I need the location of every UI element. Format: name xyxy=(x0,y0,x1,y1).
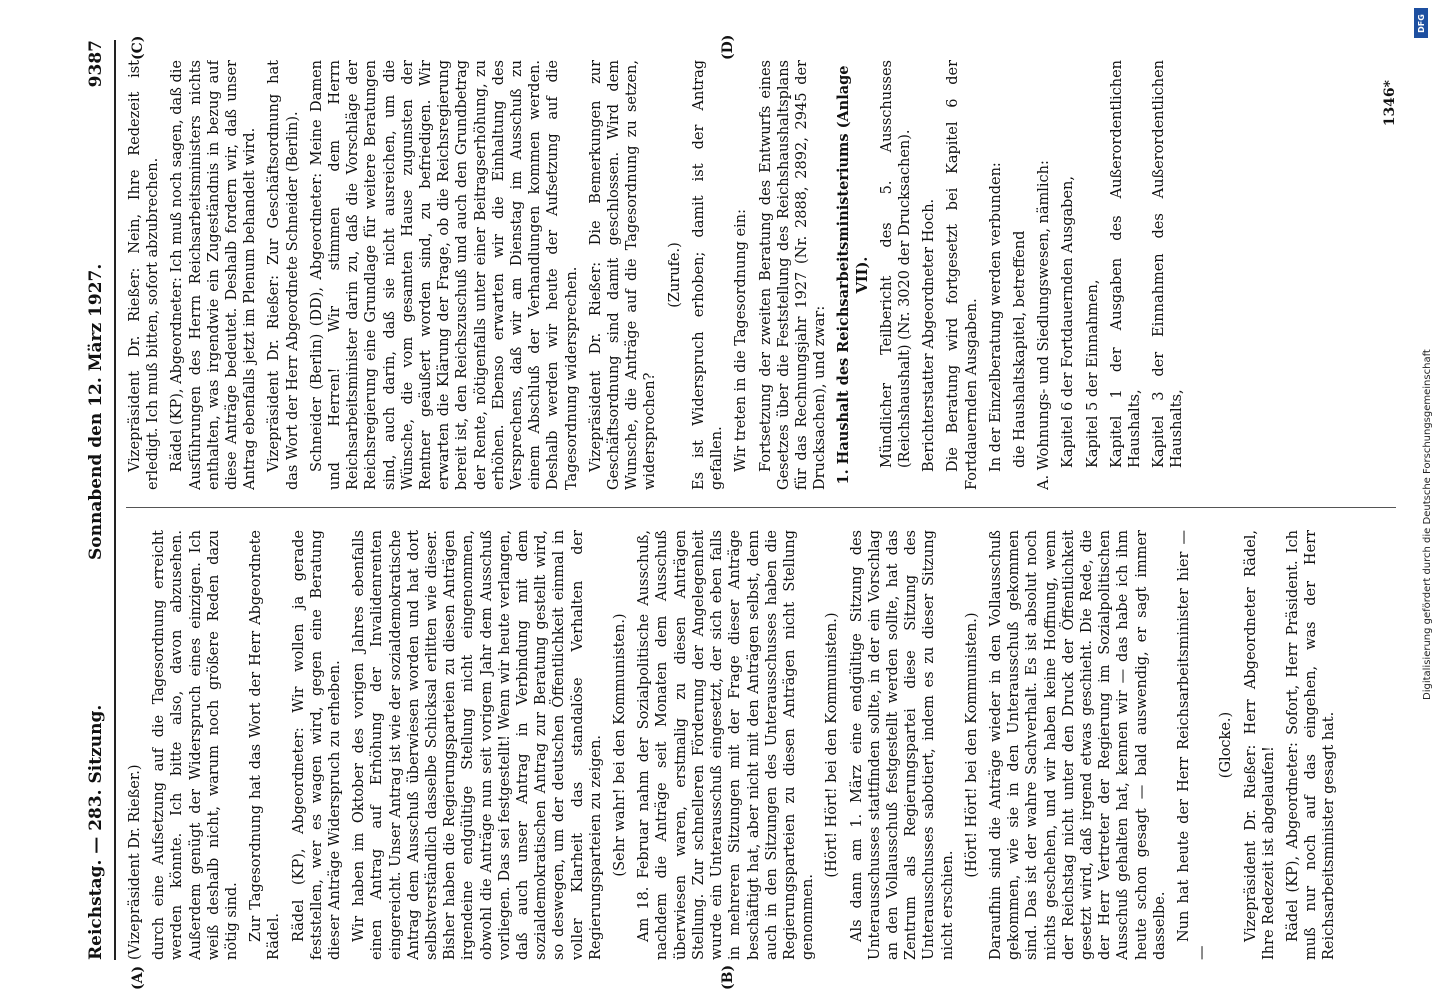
paragraph: Die Beratung wird fortgesetzt bei Kapitel 6 der Fortdauernden Ausgaben. xyxy=(945,60,980,490)
margin-mark-b: (B) xyxy=(720,964,736,990)
paragraph: Es ist Widerspruch erhoben; damit ist der Antrag gefallen. xyxy=(690,60,726,490)
paragraph: Wir treten in die Tagesordnung ein: xyxy=(733,208,750,472)
sidebar xyxy=(1404,0,1434,1000)
signature-mark: 1346* xyxy=(1382,80,1398,127)
interjection: (Zurufe.) xyxy=(666,242,683,308)
interjection: (Glocke.) xyxy=(1218,711,1235,779)
paragraph: Vizepräsident Dr. Rießer: Zur Geschäftsordnung hat das Wort der Herr Abgeordnete Schneider (Berlin). xyxy=(266,60,301,490)
paragraph: A. Wohnungs- und Siedlungswesen, nämlich: xyxy=(1036,160,1053,490)
paragraph: Rädel (KP), Abgeordneter: Wir wollen ja gerade feststellen, wer es wagen wird, gegen eine Beratung dieser Anträge Widerspruch zu erheben. xyxy=(290,530,344,960)
paragraph: Schneider (Berlin) (DD), Abgeordneter: Meine Damen und Herren! Wir stimmen dem Herrn Reichsarbeitsminister darin zu, daß die Vorschläge der Reichsregierung eine Grundlage für weitere Beratungen sind, auch darin, daß sie nicht ausreichen, um die Wünsche, die vom gesamten Hause zugunsten der Rentner geäußert worden sind, zu befriedigen. Wir erwarten die Klärung der Frage, ob die Reichsregierung bereit ist, den Reichszuschuß und auch den Grundbetrag der Rente, nötigenfalls unter einer Beitragserhöhung, zu erhöhen. Ebenso erwarten wir die Einhaltung des Versprechens, daß wir am Dienstag im Ausschuß zu einem Abschluß der Verhandlungen kommen werden. Deshalb werden wir heute der Aufsetzung auf die Tagesordnung widersprechen. xyxy=(308,60,580,490)
paragraph: Rädel (KP), Abgeordneter: Sofort, Herr Präsident. Ich muß nur noch auf das eingehen, was der Herr Reichsarbeitsminister gesagt hat. xyxy=(1284,530,1338,960)
interjection: (Hört! Hört! bei den Kommunisten.) xyxy=(824,612,841,878)
list-item: Kapitel 6 der Fortdauernden Ausgaben, xyxy=(1060,176,1077,468)
paragraph: Rädel (KP), Abgeordneter: Ich muß noch sagen, daß die Ausführungen des Herrn Reichsarbeitsministers nichts enthalten, was irgendwie ein Zugeständnis in bezug auf diese Anträge bedeutet. Deshalb fordern wir, daß unser Antrag ebenfalls jetzt im Plenum behandelt wird. xyxy=(169,60,259,490)
page-number: 9387 xyxy=(86,40,106,88)
running-head-date: Sonnabend den 12. März 1927. xyxy=(86,263,106,560)
section-heading: 1. Haushalt des Reichsarbeitsministeriums (Anlage VII). xyxy=(835,65,871,485)
paragraph: Vizepräsident Dr. Rießer: Nein, Ihre Redezeit ist erledigt. Ich muß bitten, sofort abzubrechen. xyxy=(127,60,162,490)
paragraph: Fortsetzung der zweiten Beratung des Entwurfs eines Gesetzes über die Feststellung des Reichshaushaltsplans für das Rechnungsjahr 1927 (Nr. 2888, 2892, 2945 der Drucksachen), und zwar: xyxy=(757,60,829,490)
paragraph: (Vizepräsident Dr. Rießer.) xyxy=(127,764,143,960)
running-head-left: Reichstag. — 283. Sitzung. xyxy=(86,704,106,960)
paragraph: Vizepräsident Dr. Rießer: Die Bemerkungen zur Geschäftsordnung sind damit geschlossen. Wird dem Wunsche, die Anträge auf die Tagesordnung zu setzen, widersprochen? xyxy=(587,60,659,490)
paragraph: die Haushaltskapitel, betreffend xyxy=(1011,230,1028,468)
paragraph: Mündlicher Teilbericht des 5. Ausschusses (Reichshaushalt) (Nr. 3020 der Drucksachen). xyxy=(878,60,913,468)
list-item: Kapitel 1 der Ausgaben des Außerordentlichen Haushalts, xyxy=(1108,60,1143,468)
margin-mark-c: (C) xyxy=(130,35,146,60)
paragraph: In der Einzelberatung werden verbunden: xyxy=(987,162,1004,472)
running-head xyxy=(80,40,114,960)
list-item: Kapitel 3 der Einnahmen des Außerordentlichen Haushalts, xyxy=(1151,60,1186,468)
margin-mark-d: (D) xyxy=(720,34,736,60)
paragraph: Daraufhin sind die Anträge wieder in den Vollausschuß gekommen, wie sie in den Unterausschuß gekommen sind. Das ist der wahre Sachverhalt. Es ist absolut noch nichts geschehen, und wir haben keine Hoffnung, wenn der Reichstag nicht unter den Druck der Öffentlichkeit gesetzt wird, daß irgend etwas geschieht. Die Rede, die der Herr Vertreter der Regierung im Sozialpolitischen Ausschuß gehalten hat, kennen wir — das habe ich ihm heute schon gesagt — bald auswendig, er sagt immer dasselbe. xyxy=(987,530,1168,960)
paragraph: Am 18. Februar nahm der Sozialpolitische Ausschuß, nachdem die Anträge seit Monaten dem Ausschuß überwiesen waren, erstmalig zu diesen Anträgen Stellung. Zur schnelleren Förderung der Angelegenheit wurde ein Unterausschuß eingesetzt, der sich eben falls in mehreren Sitzungen mit der Frage dieser Anträge beschäftigt hat, aber nicht mit den Anträgen selbst, denn auch in den Sitzungen des Unterausschusses haben die Regierungsparteien zu diesen Anträgen nicht Stellung genommen. xyxy=(636,530,817,960)
paragraph: Nun hat heute der Herr Reichsarbeitsminister hier — — xyxy=(1175,530,1211,960)
document-page xyxy=(80,34,1410,990)
dfg-logo: DFG xyxy=(1414,8,1428,38)
paragraph: Als dann am 1. März eine endgültige Sitzung des Unterausschusses stattfinden sollte, in der ein Vorschlag an den Vollausschuß festgestellt werden sollte, hat das Zentrum als Regierungspartei diese Sitzung des Unterausschusses sabotiert, indem es zu dieser Sitzung nicht erschien. xyxy=(848,530,956,960)
paragraph: Wir haben im Oktober des vorigen Jahres ebenfalls einen Antrag auf Erhöhung der Invalidenrenten eingereicht. Unser Antrag ist wie der sozialdemokratische Antrag dem Ausschuß überwiesen worden und hat dort selbstverständlich dasselbe Schicksal erlitten wie dieser. Bisher haben die Regierungsparteien zu diesen Anträgen irgendeine endgültige Stellung nicht eingenommen, obwohl die Anträge nun seit vorigem Jahr dem Ausschuß vorliegen. Das sei festgestellt! Wenn wir heute verlangen, daß auch unser Antrag in Verbindung mit dem sozialdemokratischen Antrag zur Beratung gestellt wird, so deswegen, um der deutschen Öffentlichkeit einmal in voller Klarheit das standalöse Verhalten der Regierungsparteien zu zeigen. xyxy=(351,530,604,960)
paragraph: durch eine Aufsetzung auf die Tagesordnung erreicht werden könnte. Ich bitte also, davon abzusehen. Außerdem genügt der Widerspruch eines einzigen. Ich weiß deshalb nicht, warum noch größere Reden dazu nötig sind. xyxy=(151,530,241,960)
paragraph: Vizepräsident Dr. Rießer: Herr Abgeordneter Rädel, Ihre Redezeit ist abgelaufen! xyxy=(1242,530,1277,960)
funding-note: Digitalisierung gefördert durch die Deutsche Forschungsgemeinschaft xyxy=(1422,349,1433,700)
right-column xyxy=(126,60,1406,490)
left-column xyxy=(126,530,1406,960)
margin-mark-a: (A) xyxy=(130,965,146,990)
interjection: (Hört! Hört! bei den Kommunisten.) xyxy=(963,612,980,878)
column-divider xyxy=(126,507,1396,508)
paragraph: Berichterstatter Abgeordneter Hoch. xyxy=(921,198,938,472)
list-item: Kapitel 5 der Einnahmen, xyxy=(1084,279,1101,468)
paragraph: Zur Tagesordnung hat das Wort der Herr Abgeordnete Rädel. xyxy=(248,530,283,960)
interjection: (Sehr wahr! bei den Kommunisten.) xyxy=(612,613,629,877)
header-rule xyxy=(114,40,116,960)
